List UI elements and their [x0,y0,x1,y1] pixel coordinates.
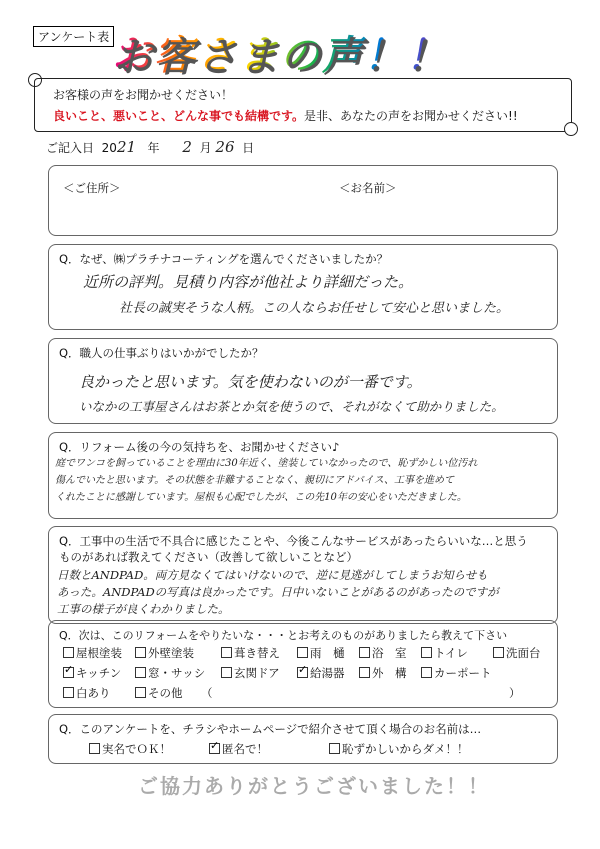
page-title [112,24,448,81]
checkbox[interactable] [221,667,232,678]
name-label: ＜お名前＞ [339,181,397,195]
question-4-label-line-2: ものがあれば教えてください（改善して欲しいことなど） [59,550,358,564]
option-roof-paint[interactable]: 屋根塗装 [63,645,122,661]
intro-red-text: 良いこと、悪いこと、どんな事でも結構です。 [53,109,305,123]
question-4-answer-line: あった。ANDPADの写真は良かったです。日中いないことがあるのがあったのですが [57,585,499,599]
option-anonymous[interactable]: ✓ 匿名で！ [209,741,268,757]
option-decline[interactable]: 恥ずかしいからダメ！！ [329,741,469,757]
option-exterior[interactable]: 外 構 [359,665,407,681]
question-3-box [48,432,558,519]
checkbox[interactable] [135,647,146,658]
option-termite[interactable]: 白あり [63,685,111,701]
option-bathroom[interactable]: 浴 室 [359,645,407,661]
question-5-box [48,620,558,708]
checkbox-checked[interactable] [209,743,220,754]
option-wall-paint[interactable]: 外壁塗装 [135,645,194,661]
checkbox[interactable] [63,687,74,698]
option-real-name[interactable]: 実名でＯＫ！ [89,741,171,757]
option-window-sash[interactable]: 窓・サッシ [135,665,205,681]
checkbox[interactable] [359,647,370,658]
option-reroof[interactable]: 葺き替え [221,645,280,661]
date-year-prefix: 20 [101,141,117,155]
date-month-value: 2 [182,138,192,156]
date-year-value: 21 [116,138,137,156]
question-4-answer-line: 日数とANDPAD。両方見なくてはいけないので、逆に見逃がしてしまうお知らせも [57,568,488,582]
checkbox[interactable] [135,687,146,698]
question-2-box [48,338,558,424]
survey-tag: アンケート表 [33,26,114,47]
checkbox[interactable] [63,647,74,658]
option-gutter[interactable]: 雨 樋 [297,645,345,661]
option-water-heater[interactable]: ✓ 給湯器 [297,665,345,681]
option-front-door[interactable]: 玄関ドア [221,665,280,681]
date-month-label: 月 [199,141,212,155]
option-other[interactable]: その他 [135,685,183,701]
intro-line-1: お客様の声をお聞かせください！ [53,88,234,102]
checkbox[interactable] [329,743,340,754]
checkbox-checked[interactable] [63,667,74,678]
question-3-answer-line: 庭でワンコを飼っていることを理由に30年近く、塗装していなかったので、恥ずかしい位汚れ [55,458,478,469]
question-3-answer-line: くれたことに感謝しています。屋根も心配でしたが、この先10年の安心をいただきました。 [55,492,467,503]
option-carport[interactable]: カーポート [421,665,492,681]
other-close-paren: ） [509,686,521,700]
question-4-answer-line: 工事の様子が良くわかりました。 [57,602,230,616]
entry-date [46,138,254,156]
address-label: ＜ご住所＞ [63,181,121,195]
date-day-value: 26 [215,138,235,156]
checkbox-checked[interactable] [297,667,308,678]
question-4-label-line-1: Q．工事中の生活で不具合に感じたことや、今後こんなサービスがあったらいいな…と思う [59,534,528,548]
checkbox[interactable] [421,647,432,658]
scroll-curl-right [564,122,578,136]
date-year-label: 年 [147,141,160,155]
checkbox[interactable] [221,647,232,658]
question-1-label: Q．なぜ、㈱プラチナコーティングを選んでくださいましたか？ [59,252,389,266]
question-1-answer-line: 社長の誠実そうな人柄。この人ならお任せして安心と思いました。 [119,301,510,316]
address-box [48,165,558,236]
checkbox[interactable] [359,667,370,678]
thanks-message: ご協力ありがとうございました！！ [138,774,490,798]
option-toilet[interactable]: トイレ [421,645,468,661]
intro-line-2 [53,107,518,124]
checkbox[interactable] [421,667,432,678]
question-2-answer-line: いなかの工事屋さんはお茶とか気を使うので、それがなくて助かりました。 [79,399,504,414]
question-1-answer-line: 近所の評判。見積り内容が他社より詳細だった。 [83,273,414,291]
title-text: お客さまの声！！ [112,33,448,79]
option-washbasin[interactable]: 洗面台 [493,645,541,661]
checkbox[interactable] [297,647,308,658]
date-day-label: 日 [242,141,255,155]
checkbox[interactable] [89,743,100,754]
question-2-label: Q．職人の仕事ぶりはいかがでしたか？ [59,346,264,360]
intro-rest-text: 是非、あなたの声をお聞かせください!! [304,109,518,123]
question-6-label: Q．このアンケートを、チラシやホームページで紹介させて頂く場合のお名前は… [59,722,482,736]
question-5-label: Q．次は、このリフォームをやりたいな・・・とお考えのものがありましたら教えて下さい [59,629,508,642]
intro-banner [34,78,572,132]
question-3-answer-line: 傷んでいたと思います。その状態を非難することなく、親切にアドバイス、工事を進めて [55,475,454,486]
option-kitchen[interactable]: ✓キッチン [63,665,121,681]
checkbox[interactable] [493,647,504,658]
question-1-box [48,244,558,330]
checkbox[interactable] [135,667,146,678]
question-4-box [48,526,558,624]
date-label: ご記入日 [46,141,95,155]
question-3-label: Q．リフォーム後の今の気持ちを、お聞かせください♪ [59,440,340,454]
question-6-box [48,714,558,764]
question-2-answer-line: 良かったと思います。気を使わないのが一番です。 [79,373,422,391]
other-open-paren: （ [201,686,213,700]
